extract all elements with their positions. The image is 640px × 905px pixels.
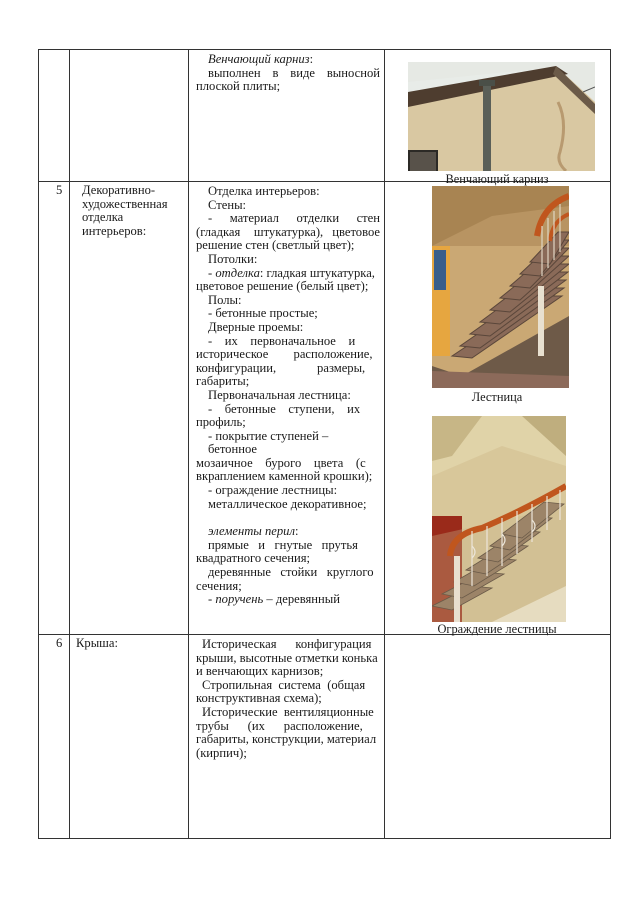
staircase-photo bbox=[432, 186, 569, 388]
table-border-bottom bbox=[38, 838, 610, 839]
col-divider-0 bbox=[38, 49, 39, 839]
table-border-top bbox=[38, 49, 610, 50]
cornice-line1: выполнен в виде выносной bbox=[208, 65, 380, 80]
cornice-line2: плоской плиты; bbox=[196, 79, 281, 94]
cornice-photo bbox=[408, 62, 595, 171]
row6-number: 6 bbox=[56, 636, 63, 650]
railing-photo bbox=[432, 416, 566, 622]
row6-properties: Историческая конфигурация крыши, высотные отметки конька и венчающих карнизов; Стропильная система (общая конструктивная схема); Исторические вентиляционные трубы (их расположение, габариты, конструкции, материал (кирпич); bbox=[196, 637, 378, 760]
row5-number: 5 bbox=[56, 183, 63, 197]
col-divider-3 bbox=[384, 49, 385, 839]
row5-properties: Отделка интерьеров: Стены: - материал отделки стен (гладкая штукатурка), цветовое решение стен (светлый цвет); Потолки: - отделка: гладкая штукатурка, цветовое решение (белый цвет); Полы: - бетонные простые; Дверные проемы: - их первоначальное и историческое расположение, конфигурации, размеры, габариты; Первоначальная лестница: - бетонные ступени, их профиль; - покрытие ступеней – бетонное мозаичное бурого цвета (с вкраплением каменной крошки); - ограждение лестницы: металлическое декоративное; элементы перил: прямые и гнутые прутья квадратного сечения; деревянные стойки круглого сечения; - поручень – деревянный bbox=[196, 184, 380, 607]
cornice-photo-image bbox=[408, 62, 595, 171]
railing-caption: Ограждение лестницы bbox=[437, 622, 557, 636]
row6-element-name: Крыша: bbox=[76, 636, 118, 650]
col-divider-1 bbox=[69, 49, 70, 839]
railing-photo-image bbox=[432, 416, 566, 622]
cornice-caption: Венчающий карниз bbox=[445, 172, 549, 186]
col-divider-2 bbox=[188, 49, 189, 839]
staircase-photo-image bbox=[432, 186, 569, 388]
row5-element-name: Декоративно- художественная отделка интерьеров: bbox=[82, 183, 168, 238]
staircase-caption: Лестница bbox=[471, 390, 523, 404]
col-divider-4 bbox=[610, 49, 611, 839]
row-cornice-properties: Венчающий карниз: выполнен в виде выносной плоской плиты; bbox=[196, 52, 380, 94]
cornice-heading: Венчающий карниз bbox=[208, 52, 310, 66]
